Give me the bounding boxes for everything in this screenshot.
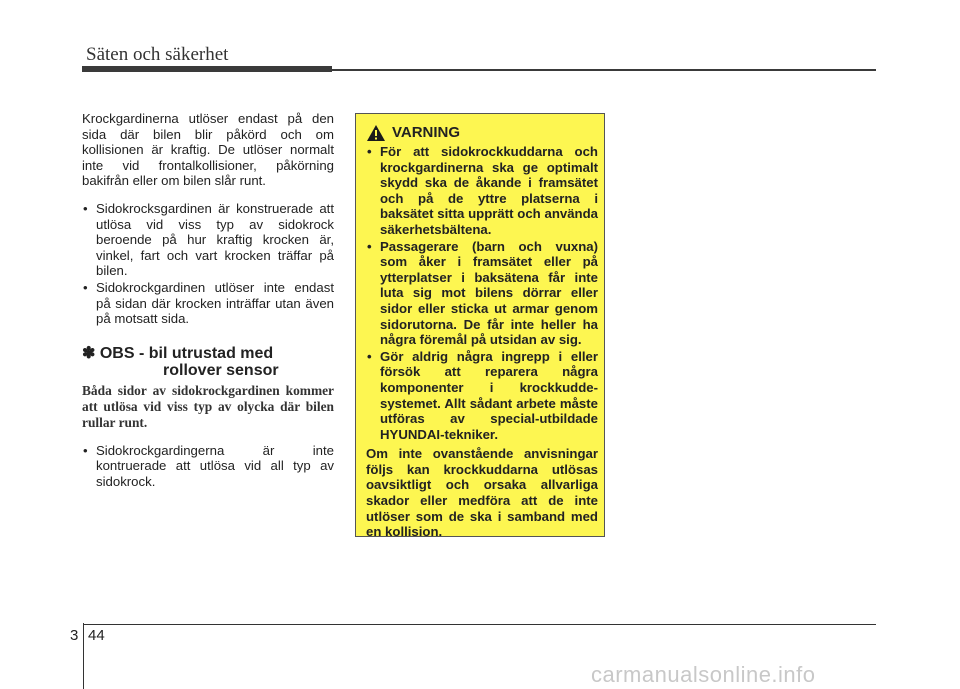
warning-final-paragraph: Om inte ovanstående anvisningar följs kan krockkuddarna utlösas oavsiktligt och orsaka allvarliga skador eller medföra att de inte utlöser som de ska i samband med en kollision. — [366, 446, 598, 540]
intro-paragraph: Krockgardinerna utlöser endast på den sida där bilen blir påkörd och om kollisionen är kraftig. De utlöser normalt inte vid frontalkollisioner, påkörning bakifrån eller om bilen slår runt. — [82, 111, 334, 189]
page-number-separator — [83, 623, 84, 689]
list-item: • Sidokrockgardingerna är inte kontruerade att utlösa vid all typ av sidokrock. — [82, 443, 334, 490]
page-section-title: Säten och säkerhet — [86, 44, 229, 65]
header-rule-thin — [332, 69, 876, 71]
obs-heading-line2: rollover sensor — [163, 361, 279, 379]
list-item: • Sidokrocksgardinen är konstruerade att utlösa vid viss typ av sidokrock beroende på hur kraftig krocken är, vinkel, fart och vart krocken träffar på bilen. — [82, 201, 334, 279]
bullet-list-2 — [82, 443, 334, 490]
bullet-list — [82, 201, 334, 327]
list-item: • Gör aldrig några ingrepp i eller försök att reparera några komponenter i krockkudde-systemet. Allt sådant arbete måste utföras av special-utbildade HYUNDAI-tekniker. — [366, 349, 598, 443]
obs-paragraph: Båda sidor av sidokrockgardinen kommer att utlösa vid viss typ av olycka där bilen rullar runt. — [82, 382, 334, 430]
list-item: • Sidokrockgardinen utlöser inte endast på sidan där krocken inträffar utan även på motsatt sida. — [82, 280, 334, 327]
header-rule-thick — [82, 66, 332, 72]
list-item: • Passagerare (barn och vuxna) som åker i framsätet eller på ytterplatser i baksätena får inte luta sig mot bilens dörrar eller sidor eller sticka ut armar genom sidorutorna. De får inte heller ha några föremål på utsidan av sig. — [366, 239, 598, 348]
watermark: carmanualsonline.info — [591, 662, 816, 687]
warning-triangle-icon — [366, 124, 386, 142]
obs-heading-line1: ✽ OBS - bil utrustad med — [82, 344, 274, 362]
warning-title: VARNING — [392, 124, 461, 142]
left-column — [82, 111, 334, 504]
chapter-number: 3 — [70, 627, 79, 644]
warning-list — [366, 144, 598, 442]
list-item: • För att sidokrockkuddarna och krockgardinerna ska ge optimalt skydd ska de åkande i framsätet och på de yttre platserna i baksätet sitta upprätt och använda säkerhetsbältena. — [366, 144, 598, 238]
warning-box — [355, 113, 605, 540]
warning-heading — [366, 124, 598, 142]
obs-heading — [82, 345, 334, 379]
page-number: 44 — [88, 627, 105, 644]
footer-rule — [83, 624, 876, 625]
